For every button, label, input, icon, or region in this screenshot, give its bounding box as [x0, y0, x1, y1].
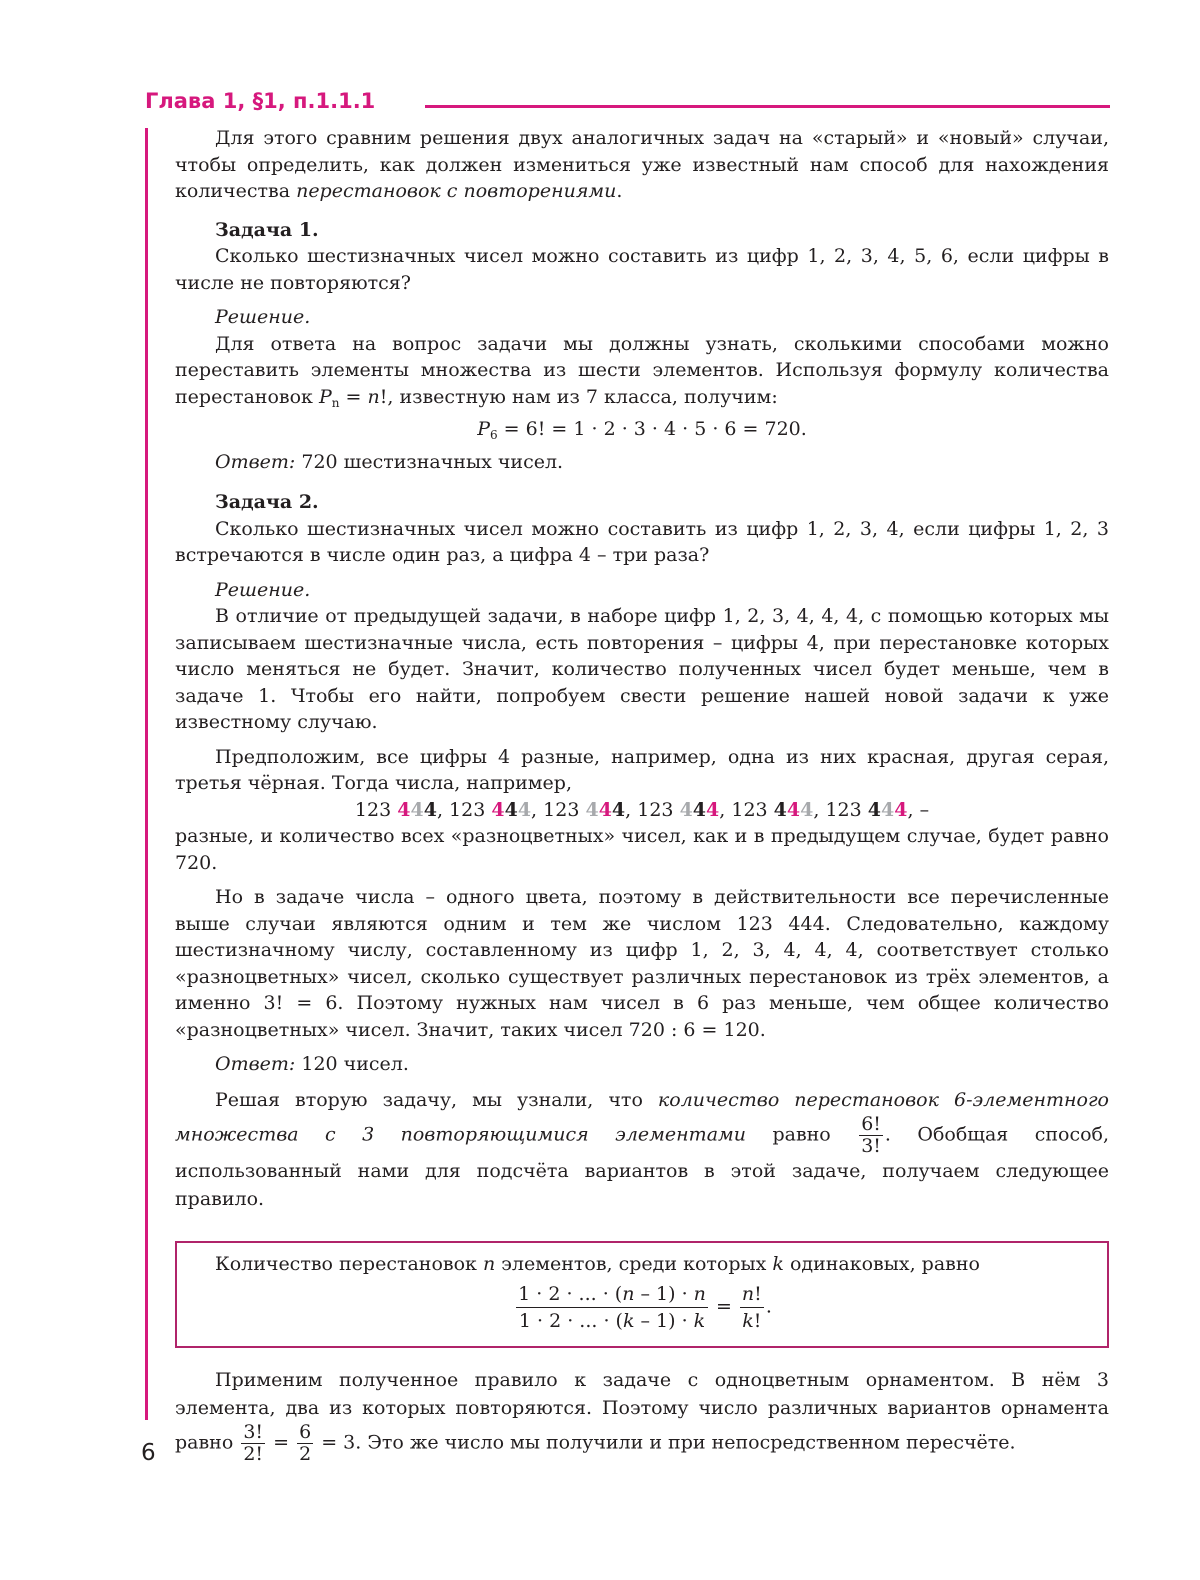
- summary-text: Решая вторую задачу, мы узнали, что: [215, 1088, 658, 1111]
- colored-digit: 4: [786, 798, 801, 821]
- colored-number: [449, 799, 543, 821]
- colored-digit: 4: [692, 798, 707, 821]
- rule-den-part: 1 · 2 · ... · (: [518, 1310, 623, 1332]
- answer-label: Ответ:: [215, 1053, 296, 1075]
- colored-digit: 4: [881, 798, 895, 821]
- colored-digit: 4: [894, 798, 908, 821]
- number-prefix: 123: [543, 798, 586, 821]
- number-separator: ,: [719, 798, 732, 821]
- number-separator: , –: [907, 798, 930, 821]
- number-prefix: 123: [825, 798, 868, 821]
- task2-answer: [175, 1051, 1109, 1078]
- fraction-denominator: 2: [299, 1443, 312, 1465]
- task1-equation: [175, 416, 1109, 449]
- number-prefix: 123: [637, 798, 680, 821]
- page-number: 6: [141, 1440, 156, 1466]
- fraction-6-over-2: [297, 1422, 313, 1465]
- colored-digit: 4: [706, 798, 720, 821]
- eq-P-sub: 6: [490, 428, 498, 442]
- fraction-denominator: 3!: [861, 1134, 881, 1157]
- colored-digit: 4: [598, 798, 612, 821]
- colored-digit: 4: [517, 798, 532, 821]
- rule-k: k: [772, 1252, 784, 1275]
- colored-number: [731, 799, 825, 821]
- chapter-header: [145, 86, 1110, 116]
- final-text: Применим полученное правило к задаче с одноцветным орнаментом. В нём 3 элемента, два из которых повторяются. Поэтому число различных вариантов орнамента равно: [175, 1369, 1109, 1454]
- final-paragraph: [175, 1366, 1109, 1465]
- rule-right-fact: !: [754, 1283, 762, 1305]
- colored-digit: 4: [410, 798, 424, 821]
- fraction-numerator: 6!: [861, 1112, 881, 1135]
- header-rule: [425, 105, 1110, 108]
- rule-fraction-left-den: [516, 1308, 708, 1334]
- intro-emphasis: перестановок с повторениями: [296, 180, 617, 202]
- rule-n: n: [482, 1252, 496, 1275]
- rule-num-part: – 1) ·: [634, 1283, 694, 1305]
- colored-digit: 4: [800, 798, 814, 821]
- colored-digit: 4: [773, 798, 787, 821]
- eq-P: P: [477, 418, 490, 440]
- task2-paragraph-2: Предположим, все цифры 4 разные, например, одна из них красная, другая серая, третья чёрная. Тогда числа, например,: [175, 745, 1109, 794]
- task2-title: Задача 2.: [215, 491, 319, 513]
- rule-formula: [215, 1281, 1071, 1334]
- task2-paragraph-4: Но в задаче числа – одного цвета, поэтому в действительности все перечисленные выше случаи являются одним и тем же числом 123 444. Следовательно, каждому шестизначному числу, составленному из цифр 1, 2, 3, 4, 4, 4, соответствует столько «разноцветных» чисел, сколько существует различных перестановок из трёх элементов, а именно 3! = 6. Поэтому нужных нам чисел в 6 раз меньше, чем общее количество «разноцветных» чисел. Значит, таких чисел 720 : 6 = 120.: [175, 886, 1109, 1041]
- final-text-end: = 3. Это же число мы получили и при непосредственном пересчёте.: [315, 1431, 1016, 1454]
- number-separator: ,: [436, 798, 450, 821]
- colored-digit: 4: [585, 798, 599, 821]
- answer-label: Ответ:: [215, 450, 296, 473]
- colored-number: [825, 799, 929, 821]
- rule-fraction-right-den: [740, 1308, 764, 1334]
- rule-right-fact: !: [753, 1310, 762, 1332]
- number-separator: ,: [813, 798, 826, 821]
- task2-solution-label: Решение.: [215, 578, 311, 601]
- number-separator: ,: [625, 798, 638, 821]
- side-accent-bar: [145, 128, 148, 1420]
- fraction-numerator: 3!: [243, 1421, 264, 1443]
- colored-number: [355, 799, 449, 821]
- page-content: [175, 125, 1109, 1465]
- eq-rest: = 6! = 1 · 2 · 3 · 4 · 5 · 6 = 720.: [497, 418, 807, 440]
- fraction-3-over-2: [241, 1422, 265, 1465]
- summary-paragraph: [175, 1086, 1109, 1213]
- rule-fraction-left-num: [516, 1281, 708, 1308]
- rule-num-n: n: [622, 1283, 635, 1305]
- formula-P: P: [318, 385, 332, 408]
- fraction-denominator: 2!: [243, 1443, 264, 1465]
- rule-den-part: – 1) ·: [634, 1310, 694, 1332]
- colored-digit: 4: [679, 798, 693, 821]
- rule-den-k: k: [693, 1310, 706, 1332]
- fraction-numerator: 6: [299, 1421, 312, 1443]
- rule-text: Количество перестановок: [215, 1252, 483, 1275]
- colored-digit: 4: [491, 798, 505, 821]
- task1-solution-text: Для ответа на вопрос задачи мы должны узнать, сколькими способами можно переставить элементы множества из шести элементов. Используя формулу количества перестановок: [175, 332, 1109, 408]
- colored-digit: 4: [423, 798, 437, 821]
- answer-text: 720 шестизначных чисел.: [295, 450, 564, 473]
- summary-emphasis: количество перестановок 6-элементного множества с 3 повторяющимися элементами: [175, 1088, 1109, 1145]
- intro-paragraph: [175, 125, 1109, 205]
- number-prefix: 123: [354, 798, 398, 821]
- rule-statement: [215, 1251, 1071, 1278]
- task2-paragraph-1: В отличие от предыдущей задачи, в наборе цифр 1, 2, 3, 4, 4, 4, с помощью которых мы записываем шестизначные числа, есть повторения – цифры 4, при перестановке которых число меняться не будет. Значит, количество полученных чисел будет меньше, чем в задаче 1. Чтобы его найти, попробуем свести решение нашей новой задачи к уже известному случаю.: [175, 605, 1109, 733]
- rule-text-mid: элементов, среди которых: [495, 1252, 773, 1275]
- colored-digit: 4: [867, 798, 882, 821]
- intro-text: Для этого сравним решения двух аналогичных задач на «старый» и «новый» случаи, чтобы определить, как должен измениться уже известный нам способ для нахождения количества: [175, 127, 1109, 202]
- rule-equals: =: [709, 1295, 738, 1318]
- rule-den-k: k: [622, 1310, 635, 1332]
- final-equals: =: [267, 1431, 296, 1454]
- rule-fraction-left: [516, 1281, 708, 1334]
- colored-digit: 4: [397, 798, 411, 821]
- rule-fraction-right: [740, 1281, 764, 1334]
- colored-digit: 4: [611, 798, 626, 821]
- task1-solution: [175, 331, 1109, 417]
- rule-right-k: k: [742, 1310, 754, 1332]
- rule-right-n: n: [741, 1283, 755, 1305]
- colored-number: [543, 799, 637, 821]
- number-prefix: 123: [731, 798, 774, 821]
- formula-n: n: [367, 385, 380, 408]
- fraction-6-over-3: [859, 1114, 883, 1157]
- task1-solution-text-end: !, известную нам из 7 класса, получим:: [379, 385, 778, 408]
- rule-num-n: n: [693, 1283, 706, 1305]
- colored-numbers-line: [175, 797, 1109, 824]
- chapter-title: Глава 1, §1, п.1.1.1: [145, 89, 376, 113]
- formula-eq: =: [339, 385, 368, 408]
- summary-text-mid: равно: [746, 1123, 858, 1145]
- rule-box: [175, 1241, 1109, 1349]
- number-prefix: 123: [449, 798, 492, 821]
- colored-number: [637, 799, 731, 821]
- task1-answer: [175, 449, 1109, 476]
- answer-text: 120 чисел.: [295, 1053, 409, 1075]
- rule-num-part: 1 · 2 · ... · (: [518, 1283, 623, 1305]
- task2-text: Сколько шестизначных чисел можно составить из цифр 1, 2, 3, 4, если цифры 1, 2, 3 встречаются в числе один раз, а цифра 4 – три раза?: [175, 517, 1109, 566]
- task1-title: Задача 1.: [215, 218, 319, 241]
- rule-fraction-right-num: [740, 1281, 764, 1308]
- rule-text-end: одинаковых, равно: [783, 1252, 980, 1275]
- task1-solution-label: Решение.: [215, 306, 311, 328]
- task2-paragraph-3: разные, и количество всех «разноцветных» чисел, как и в предыдущем случае, будет равно 720.: [175, 825, 1109, 874]
- colored-digit: 4: [504, 798, 518, 821]
- task1-text: Сколько шестизначных чисел можно составить из цифр 1, 2, 3, 4, 5, 6, если цифры в числе не повторяются?: [175, 245, 1109, 294]
- formula-P-sub: n: [331, 395, 340, 410]
- intro-end: .: [616, 180, 623, 202]
- summary-text-end: . Обобщая способ, использованный нами для подсчёта вариантов в этой задаче, получаем следующее правило.: [175, 1123, 1110, 1210]
- number-separator: ,: [531, 798, 544, 821]
- rule-end-dot: .: [765, 1295, 772, 1318]
